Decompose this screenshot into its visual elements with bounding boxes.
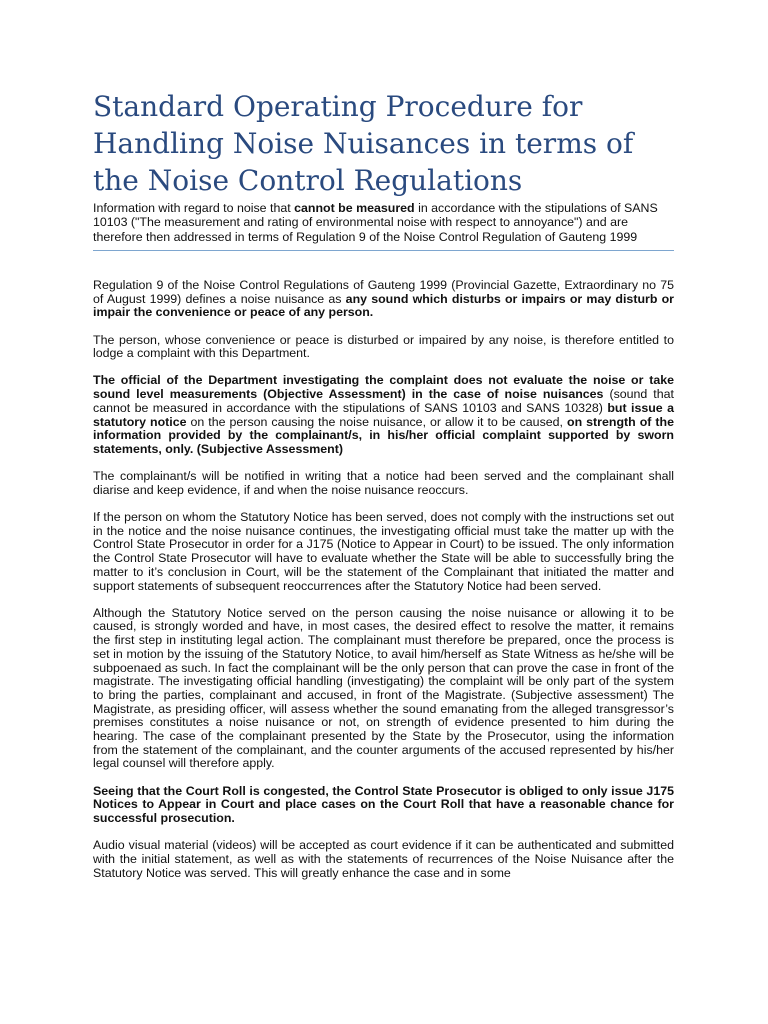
p7-bold: Seeing that the Court Roll is congested, the Control State Prosecutor is obliged to only issue J175 Notices to Appear in Court and place cases on the Court Roll that have a reasonable chance for successful prosecution. xyxy=(93,783,674,826)
p3-bold-a: The official of the Department investigating the complaint does not evaluate the noise or take sound level measurements (Objective Assessment) in the case of noise nuisances xyxy=(93,373,674,402)
paragraph-court-roll xyxy=(93,785,674,826)
title-divider xyxy=(93,250,674,251)
p3-text-b: (sound that cannot be measured in accordance with the stipulations of SANS 10103 and SANS 10328) xyxy=(93,387,674,415)
intro-paragraph xyxy=(93,201,674,244)
p3-text-d: on the person causing the noise nuisance, or allow it to be caused, xyxy=(186,414,567,429)
document-page xyxy=(93,88,674,894)
p1-text: Regulation 9 of the Noise Control Regulations of Gauteng 1999 (Provincial Gazette, Extraordinary no 75 of August 1999) defines a noise nuisance as xyxy=(93,277,674,306)
p1-bold: any sound which disturbs or impairs or may disturb or impair the convenience or peace of any person. xyxy=(93,291,675,320)
paragraph-complaint-right: The person, whose convenience or peace is disturbed or impaired by any noise, is therefore entitled to lodge a complaint with this Department. xyxy=(93,332,674,361)
paragraph-audio-visual: Audio visual material (videos) will be accepted as court evidence if it can be authenticated and submitted with the initial statement, as well as with the statements of recurrences of the Noise Nuisance after the Statutory Notice was served. This will greatly enhance the case and in some xyxy=(93,838,674,880)
page-title: Standard Operating Procedure for Handling Noise Nuisances in terms of the Noise Control Regulations xyxy=(93,90,634,197)
paragraph-notification: The complainant/s will be notified in writing that a notice had been served and the complainant shall diarise and keep evidence, if and when the noise nuisance reoccurs. xyxy=(93,469,674,497)
intro-text-a: Information with regard to noise that xyxy=(93,201,295,215)
p3-bold-c: but issue a statutory notice xyxy=(93,400,674,429)
paragraph-non-compliance: If the person on whom the Statutory Notice has been served, does not comply with the instructions set out in the notice and the noise nuisance continues, the investigating official must take the matter up with the Control State Prosecutor in order for a J175 (Notice to Appear in Court) to be issued. The only information the Control State Prosecutor will have to evaluate whether the State will be able to successfully bring the matter to it’s conclusion in Court, will be the statement of the Complainant that initiated the matter and support statements of subsequent reoccurrences after the Statutory Notice had been served. xyxy=(93,510,674,593)
paragraph-regulation-9 xyxy=(93,279,674,320)
p3-bold-e: on strength of the information provided by the complainant/s, in his/her official complaint supported by sworn statements, only. (Subjective Assessment) xyxy=(93,414,674,456)
intro-text-c: in accordance with the stipulations of SANS 10103 ("The measurement and rating of environmental noise with respect to annoyance") and are therefore then addressed in terms of Regulation 9 of the Noise Control Regulation of Gauteng 1999 xyxy=(93,201,658,244)
paragraph-official-procedure xyxy=(93,374,674,456)
paragraph-legal-action: Although the Statutory Notice served on the person causing the noise nuisance or allowing it to be caused, is strongly worded and have, in most cases, the desired effect to resolve the matter, it remains the first step in instituting legal action. The complainant must therefore be prepared, once the process is set in motion by the issuing of the Statutory Notice, to avail him/herself as State Witness as he/she will be subpoenaed as such. In fact the complainant will be the only person that can prove the case in front of the magistrate. The investigating official handling (investigating) the complaint will be only part of the system to bring the parties, complainant and accused, in front of the Magistrate. (Subjective assessment) The Magistrate, as presiding officer, will assess whether the sound emanating from the alleged transgressor’s premises constitutes a noise nuisance or not, on strength of evidence presented to him during the hearing. The case of the complainant presented by the State by the Prosecutor, using the information from the statement of the complainant, and the counter arguments of the accused represented by his/her legal counsel will therefore apply. xyxy=(93,605,674,771)
document-body xyxy=(93,279,674,881)
intro-text-bold: cannot be measured xyxy=(294,201,415,215)
